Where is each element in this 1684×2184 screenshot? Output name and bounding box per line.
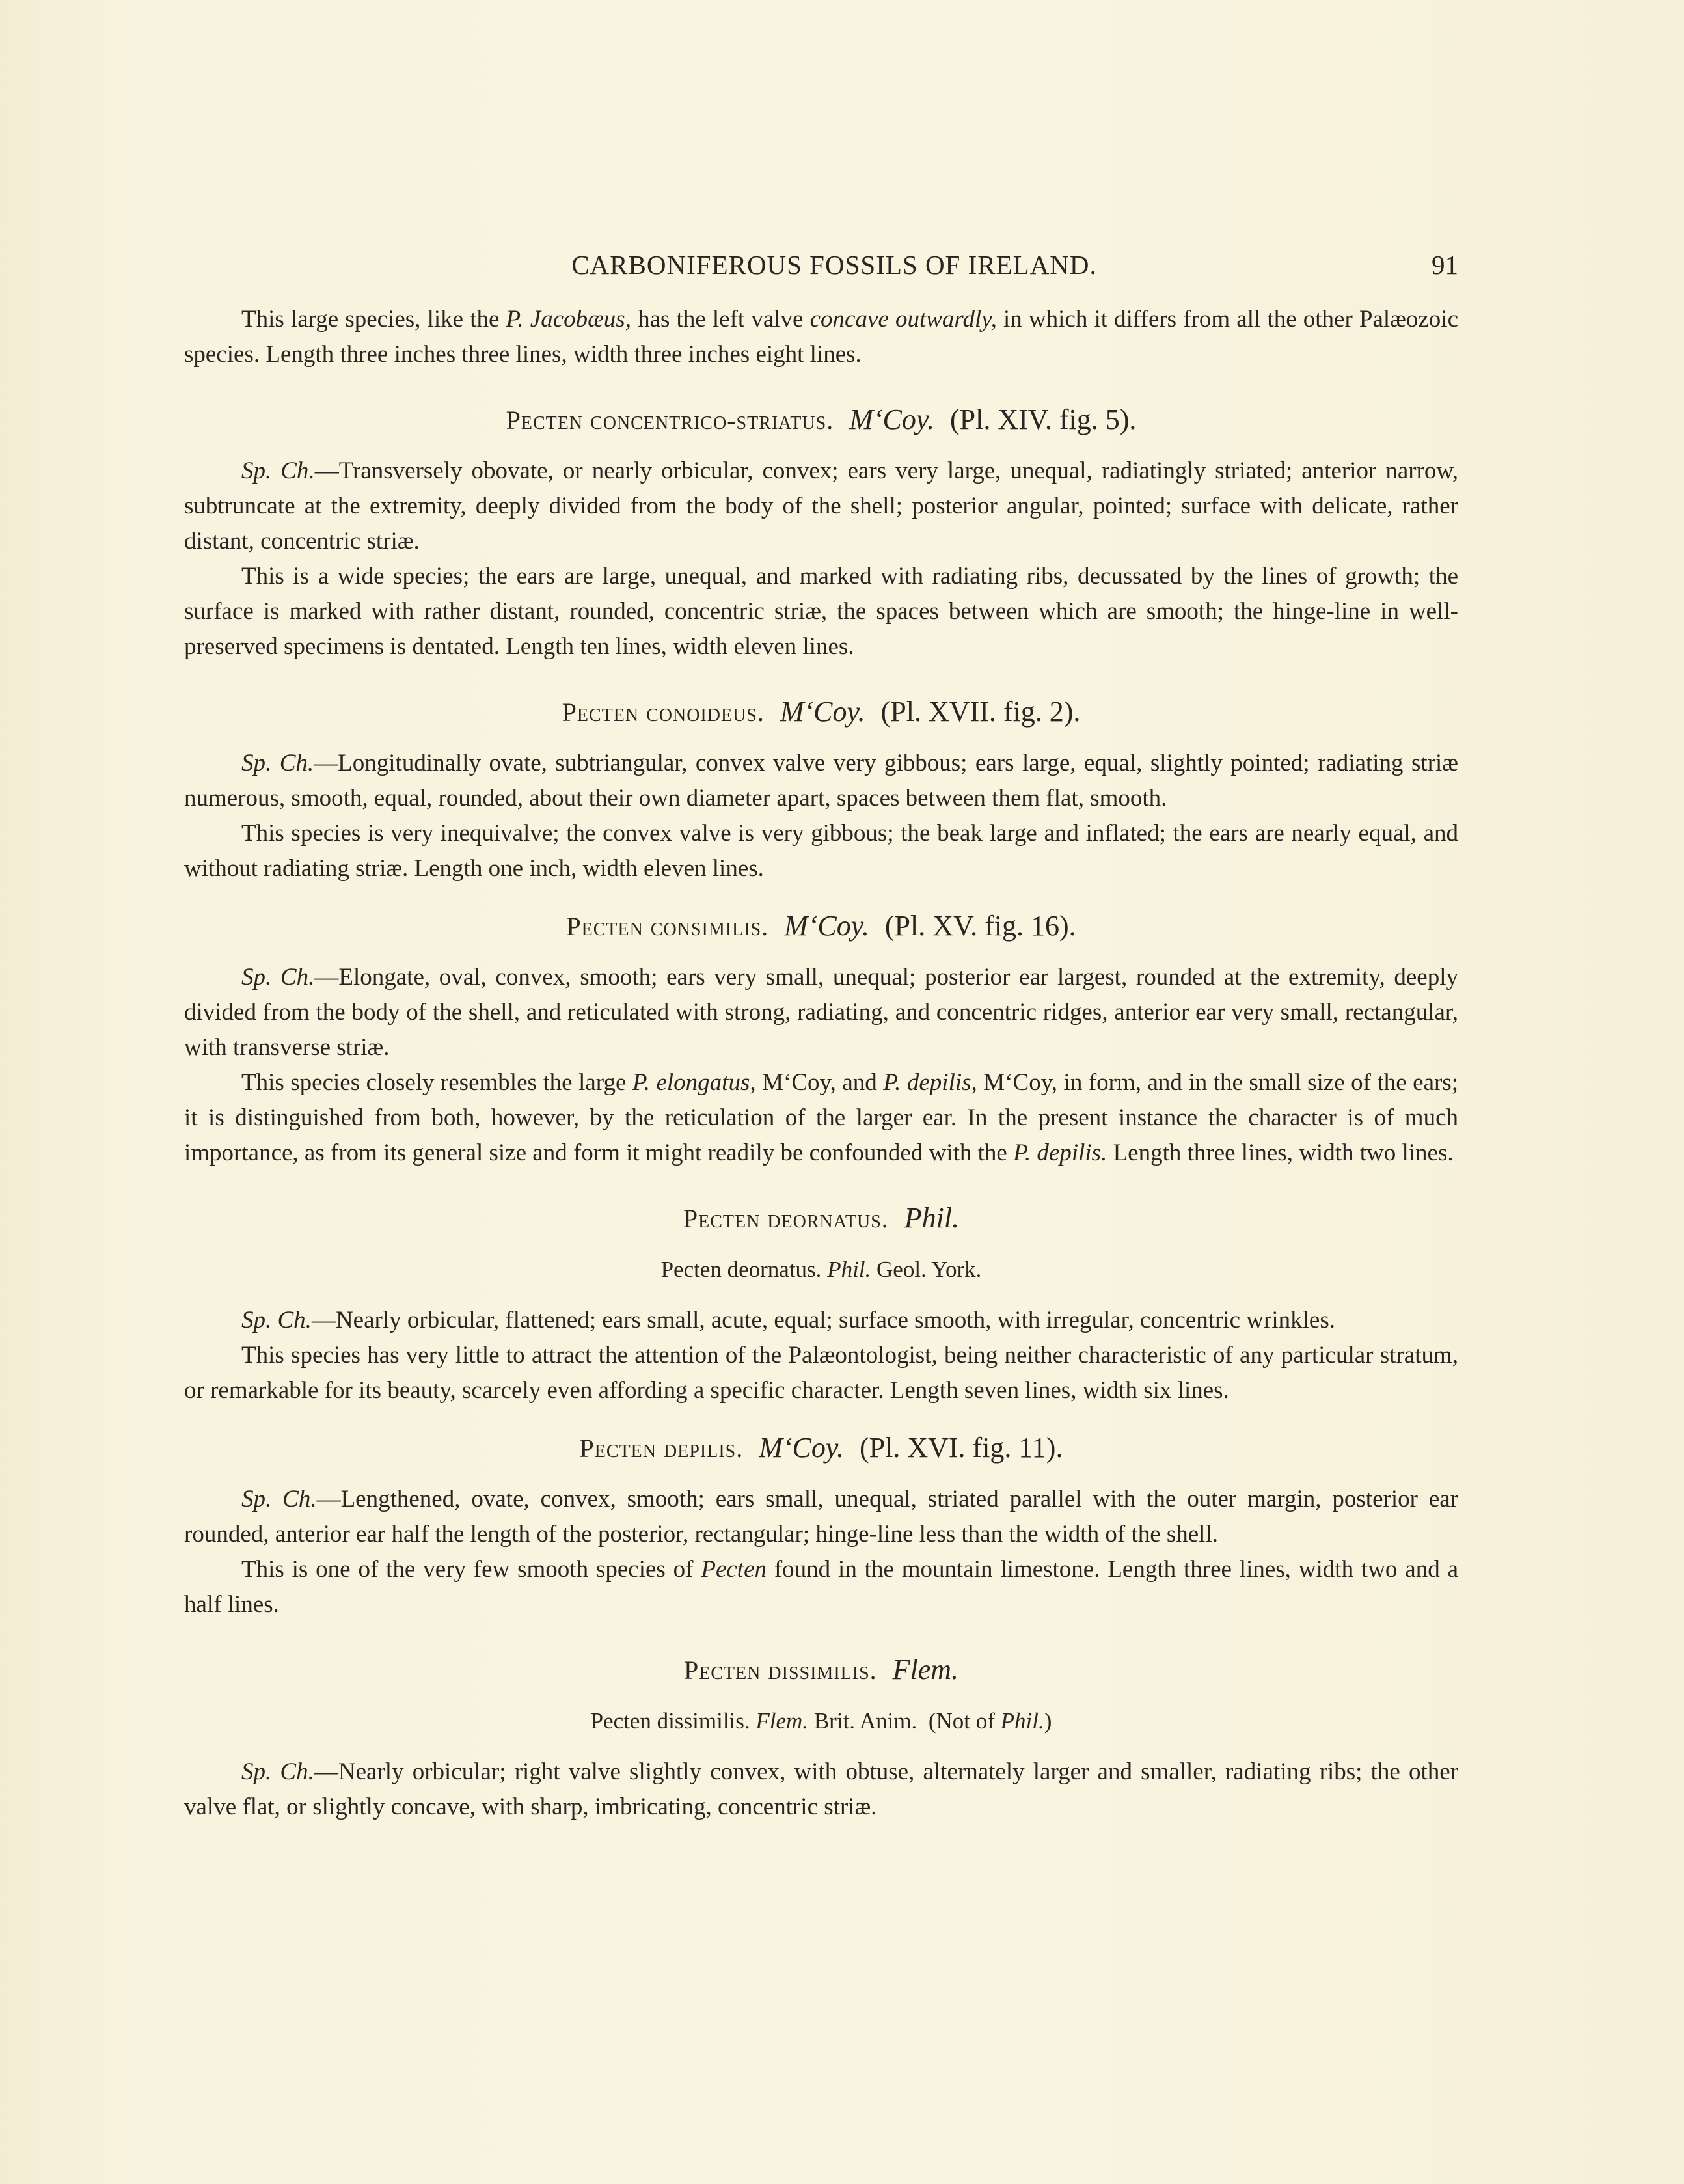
- intro-paragraph: [184, 302, 1458, 372]
- synonym-author: Flem.: [755, 1708, 809, 1734]
- species-author: M‘Coy.: [759, 1432, 844, 1464]
- desc-italic-1: P. elongatus,: [632, 1069, 756, 1096]
- synonym-name: Pecten dissimilis.: [590, 1708, 750, 1734]
- species-description: [184, 1065, 1458, 1171]
- species-name: Pecten depilis.: [579, 1434, 744, 1463]
- species-description: [184, 1552, 1458, 1622]
- species-heading-concentrico-striatus: [184, 402, 1458, 438]
- sp-ch-text: —Transversely obovate, or nearly orbicular, convex; ears very large, unequal, radiatingly striated; anterior narrow, subtruncate at the extremity, deeply divided from the body of the shell; posterior angular, pointed; surface with delicate, rather distant, concentric striæ.: [184, 457, 1458, 554]
- species-name: Pecten dissimilis.: [683, 1656, 877, 1685]
- desc-text-1: This is one of the very few smooth species of: [241, 1556, 701, 1583]
- synonym-note-author: Phil.: [1000, 1708, 1044, 1734]
- page-content: [184, 247, 1458, 1825]
- intro-italic-1: P. Jacobæus,: [506, 306, 631, 333]
- species-heading-conoideus: [184, 694, 1458, 730]
- species-name: Pecten concentrico-striatus.: [506, 405, 834, 435]
- sp-ch-text: —Longitudinally ovate, subtriangular, convex valve very gibbous; ears large, equal, slightly pointed; radiating striæ numerous, smooth, equal, rounded, about their own diameter apart, spaces between them flat, smooth.: [184, 750, 1458, 812]
- sp-ch-label: Sp. Ch.: [241, 1486, 317, 1512]
- synonym-author: Phil.: [827, 1257, 871, 1282]
- species-characters: [184, 1754, 1458, 1825]
- species-author: M‘Coy.: [780, 696, 865, 728]
- plate-reference: (Pl. XVII. fig. 2).: [880, 696, 1081, 728]
- species-description: This species has very little to attract the attention of the Palæontologist, being neither characteristic of any particular stratum, or remarkable for its beauty, scarcely even affording a specific character. Length seven lines, width six lines.: [184, 1342, 1458, 1404]
- desc-text-1: This species closely resembles the large: [241, 1069, 632, 1096]
- species-heading-consimilis: [184, 908, 1458, 944]
- desc-italic-3: P. depilis.: [1013, 1140, 1107, 1166]
- synonym-reference: Brit. Anim.: [813, 1708, 917, 1734]
- desc-text-3: M‘Coy, in form, and in the small size of the ears; it is distinguished from both, however, by the reticulation of the larger ear. In the present instance the character is of much importance, as from its general size and form it might readily be confounded with the: [184, 1069, 1458, 1166]
- desc-italic-1: Pecten: [701, 1556, 767, 1583]
- intro-italic-2: concave outwardly,: [809, 306, 997, 333]
- plate-reference: (Pl. XV. fig. 16).: [884, 910, 1076, 942]
- page-header: [184, 247, 1458, 293]
- species-author: Phil.: [904, 1202, 960, 1234]
- species-name: Pecten consimilis.: [566, 912, 769, 941]
- species-heading-dissimilis: [184, 1652, 1458, 1688]
- page-number: 91: [1432, 250, 1458, 280]
- species-author: M‘Coy.: [784, 910, 869, 942]
- synonym-line: [184, 1704, 1458, 1739]
- synonym-note-close: ): [1044, 1708, 1052, 1734]
- species-name: Pecten conoideus.: [562, 698, 765, 727]
- desc-italic-2: P. depilis,: [883, 1069, 977, 1096]
- intro-text-3: in which it differs from all the other Palæozoic species. Length three inches three lines, width three inches eight lines.: [184, 306, 1459, 368]
- species-name: Pecten deornatus.: [683, 1204, 889, 1233]
- synonym-note-open: (Not of: [928, 1708, 1001, 1734]
- species-heading-deornatus: [184, 1201, 1458, 1236]
- species-author: Flem.: [892, 1654, 959, 1686]
- species-characters: [184, 960, 1458, 1065]
- sp-ch-text: —Nearly orbicular; right valve slightly convex, with obtuse, alternately larger and smaller, radiating ribs; the other valve flat, or slightly concave, with sharp, imbricating, concentric striæ.: [184, 1758, 1458, 1820]
- synonym-name: Pecten deornatus.: [660, 1257, 822, 1282]
- sp-ch-label: Sp. Ch.: [241, 1307, 312, 1333]
- sp-ch-label: Sp. Ch.: [241, 457, 315, 484]
- desc-text-2: M‘Coy, and: [755, 1069, 884, 1096]
- running-title: CARBONIFEROUS FOSSILS OF IRELAND.: [571, 250, 1097, 280]
- intro-text-1: This large species, like the: [241, 306, 506, 333]
- species-author: M‘Coy.: [849, 403, 934, 435]
- species-heading-depilis: [184, 1430, 1458, 1466]
- species-characters: [184, 1482, 1458, 1552]
- sp-ch-label: Sp. Ch.: [241, 1758, 314, 1785]
- species-characters: [184, 1303, 1458, 1338]
- intro-text-2: has the left valve: [631, 306, 810, 333]
- species-characters: [184, 454, 1458, 559]
- sp-ch-text: —Elongate, oval, convex, smooth; ears very small, unequal; posterior ear largest, rounded at the extremity, deeply divided from the body of the shell, and reticulated with strong, radiating, and concentric ridges, anterior ear very small, rectangular, with transverse striæ.: [184, 964, 1458, 1061]
- desc-text-2: found in the mountain limestone. Length three lines, width two and a half lines.: [184, 1556, 1458, 1618]
- species-characters: [184, 746, 1458, 816]
- plate-reference: (Pl. XVI. fig. 11).: [860, 1432, 1063, 1464]
- plate-reference: (Pl. XIV. fig. 5).: [949, 403, 1137, 435]
- sp-ch-label: Sp. Ch.: [241, 964, 315, 990]
- desc-text-4: Length three lines, width two lines.: [1107, 1140, 1454, 1166]
- sp-ch-text: —Nearly orbicular, flattened; ears small, acute, equal; surface smooth, with irregular, concentric wrinkles.: [311, 1307, 1335, 1333]
- synonym-reference: Geol. York.: [876, 1257, 982, 1282]
- species-description: This is a wide species; the ears are large, unequal, and marked with radiating ribs, decussated by the lines of growth; the surface is marked with rather distant, rounded, concentric striæ, the spaces between which are smooth; the hinge-line in well-preserved specimens is dentated. Length ten lines, width eleven lines.: [184, 563, 1458, 660]
- species-description: This species is very inequivalve; the convex valve is very gibbous; the beak large and inflated; the ears are nearly equal, and without radiating striæ. Length one inch, width eleven lines.: [184, 820, 1458, 882]
- sp-ch-text: —Lengthened, ovate, convex, smooth; ears small, unequal, striated parallel with the outer margin, posterior ear rounded, anterior ear half the length of the posterior, rectangular; hinge-line less than the width of the shell.: [184, 1486, 1458, 1548]
- sp-ch-label: Sp. Ch.: [241, 750, 314, 776]
- synonym-line: [184, 1252, 1458, 1287]
